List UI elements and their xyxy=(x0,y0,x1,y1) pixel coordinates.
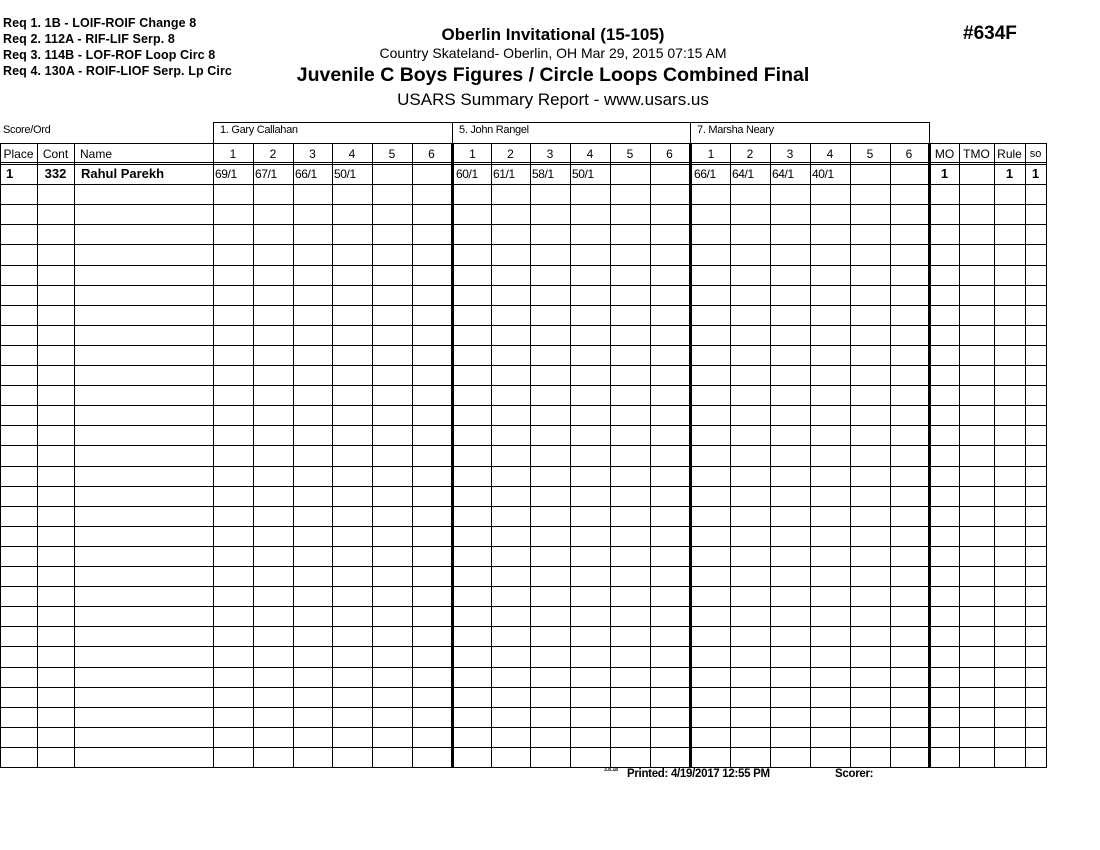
judge-header-3 xyxy=(690,122,930,143)
row-1-judge-1-score-3: 66/1 xyxy=(295,167,317,181)
grid-line xyxy=(1025,143,1026,768)
row-1-judge-2-score-3: 58/1 xyxy=(532,167,554,181)
grid-line xyxy=(74,143,75,768)
grid-line xyxy=(213,143,214,768)
version-label: 3.8.18 xyxy=(604,767,618,773)
row-1-judge-2-score-5 xyxy=(610,164,650,184)
judge-1-subcolumn-6: 6 xyxy=(428,147,435,161)
row-1-judge-1-score-6 xyxy=(412,164,451,184)
requirement-3: Req 3. 114B - LOF-ROF Loop Circ 8 xyxy=(3,48,216,62)
row-1-rule: 1 xyxy=(1005,166,1014,181)
row-1-judge-1-score-4: 50/1 xyxy=(334,167,356,181)
venue-date: Country Skateland- Oberlin, OH Mar 29, 2015 07:15 AM xyxy=(379,45,727,61)
judge-1-subcolumn-4: 4 xyxy=(348,147,356,161)
judge-header-2 xyxy=(452,122,691,143)
judge-3-subcolumn-3: 3 xyxy=(786,147,794,161)
row-1-place: 1 xyxy=(6,166,14,181)
judge-1-subcolumn-1: 1 xyxy=(229,147,237,161)
column-header-mo: MO xyxy=(934,147,955,161)
row-1-judge-3-score-1: 66/1 xyxy=(694,167,716,181)
scorer-label: Scorer: xyxy=(835,768,874,780)
grid-line xyxy=(994,143,995,768)
judge-3-subcolumn-2: 2 xyxy=(746,147,754,161)
row-1-judge-2-score-6 xyxy=(650,164,689,184)
grid-line xyxy=(0,143,1,768)
judge-1-subcolumn-2: 2 xyxy=(269,147,277,161)
grid-line xyxy=(810,143,811,768)
column-header-place: Place xyxy=(3,147,34,161)
grid-line xyxy=(850,143,851,768)
requirement-4: Req 4. 130A - ROIF-LIOF Serp. Lp Circ xyxy=(3,64,232,78)
grid-line xyxy=(650,143,651,768)
row-1-judge-2-score-1: 60/1 xyxy=(456,167,478,181)
row-1-judge-3-score-2: 64/1 xyxy=(732,167,754,181)
judge-2-subcolumn-6: 6 xyxy=(666,147,673,161)
judge-2-subcolumn-3: 3 xyxy=(546,147,554,161)
judge-3-subcolumn-5: 5 xyxy=(866,147,874,161)
requirement-1: Req 1. 1B - LOIF-ROIF Change 8 xyxy=(3,16,197,30)
grid-line xyxy=(293,143,294,768)
grid-line xyxy=(730,143,731,768)
judge-1-subcolumn-3: 3 xyxy=(309,147,316,161)
judge-divider xyxy=(689,143,692,768)
judge-3-subcolumn-6: 6 xyxy=(905,147,913,161)
row-1-judge-3-score-6 xyxy=(890,164,928,184)
judge-1-subcolumn-5: 5 xyxy=(388,147,396,161)
judge-divider xyxy=(928,143,931,768)
row-1-judge-3-score-3: 64/1 xyxy=(772,167,794,181)
row-1-cont: 332 xyxy=(44,166,67,181)
judge-name: 5. John Rangel xyxy=(459,124,529,136)
grid-line xyxy=(412,143,413,768)
row-1-so: 1 xyxy=(1031,166,1040,181)
grid-line xyxy=(37,143,38,768)
row-1-judge-1-score-5 xyxy=(372,164,412,184)
printed-timestamp: Printed: 4/19/2017 12:55 PM xyxy=(627,768,770,780)
grid-line xyxy=(1046,143,1047,768)
judge-3-subcolumn-4: 4 xyxy=(826,147,834,161)
event-code: #634F xyxy=(963,23,1017,44)
column-header-rule: Rule xyxy=(997,147,1022,161)
row-1-judge-2-score-4: 50/1 xyxy=(572,167,594,181)
row-1-judge-3-score-5 xyxy=(850,164,890,184)
judge-3-subcolumn-1: 1 xyxy=(707,147,715,161)
column-header-so: so xyxy=(1029,148,1042,160)
grid-line xyxy=(491,143,492,768)
judge-header-1 xyxy=(213,122,453,143)
row-1-judge-2-score-2: 61/1 xyxy=(493,167,515,181)
column-header-tmo: TMO xyxy=(963,147,990,161)
grid-line xyxy=(253,143,254,768)
row-1-judge-1-score-1: 69/1 xyxy=(215,167,237,181)
grid-line xyxy=(570,143,571,768)
grid-line xyxy=(890,143,891,768)
judge-2-subcolumn-4: 4 xyxy=(586,147,594,161)
row-1-name: Rahul Parekh xyxy=(81,166,165,181)
grid-line xyxy=(770,143,771,768)
judge-2-subcolumn-1: 1 xyxy=(469,147,476,161)
judge-name: 7. Marsha Neary xyxy=(697,124,774,136)
column-header-cont: Cont xyxy=(42,147,69,161)
row-1-mo: 1 xyxy=(940,166,949,181)
column-header-name: Name xyxy=(80,147,113,161)
row-1-judge-3-score-4: 40/1 xyxy=(812,167,834,181)
row-1-tmo xyxy=(959,164,994,184)
requirement-2: Req 2. 112A - RIF-LIF Serp. 8 xyxy=(3,32,175,46)
grid-line xyxy=(610,143,611,768)
judge-name: 1. Gary Callahan xyxy=(220,124,298,136)
grid-line xyxy=(332,143,333,768)
row-1-judge-1-score-2: 67/1 xyxy=(255,167,277,181)
grid-line xyxy=(372,143,373,768)
score-ord-label: Score/Ord xyxy=(3,124,51,136)
judge-2-subcolumn-2: 2 xyxy=(507,147,514,161)
grid-line xyxy=(530,143,531,768)
event-title: Juvenile C Boys Figures / Circle Loops Combined Final xyxy=(296,64,810,86)
judge-divider xyxy=(451,143,454,768)
competition-title: Oberlin Invitational (15-105) xyxy=(441,25,665,44)
grid-line xyxy=(959,143,960,768)
judge-2-subcolumn-5: 5 xyxy=(626,147,634,161)
report-title: USARS Summary Report - www.usars.us xyxy=(397,90,709,109)
